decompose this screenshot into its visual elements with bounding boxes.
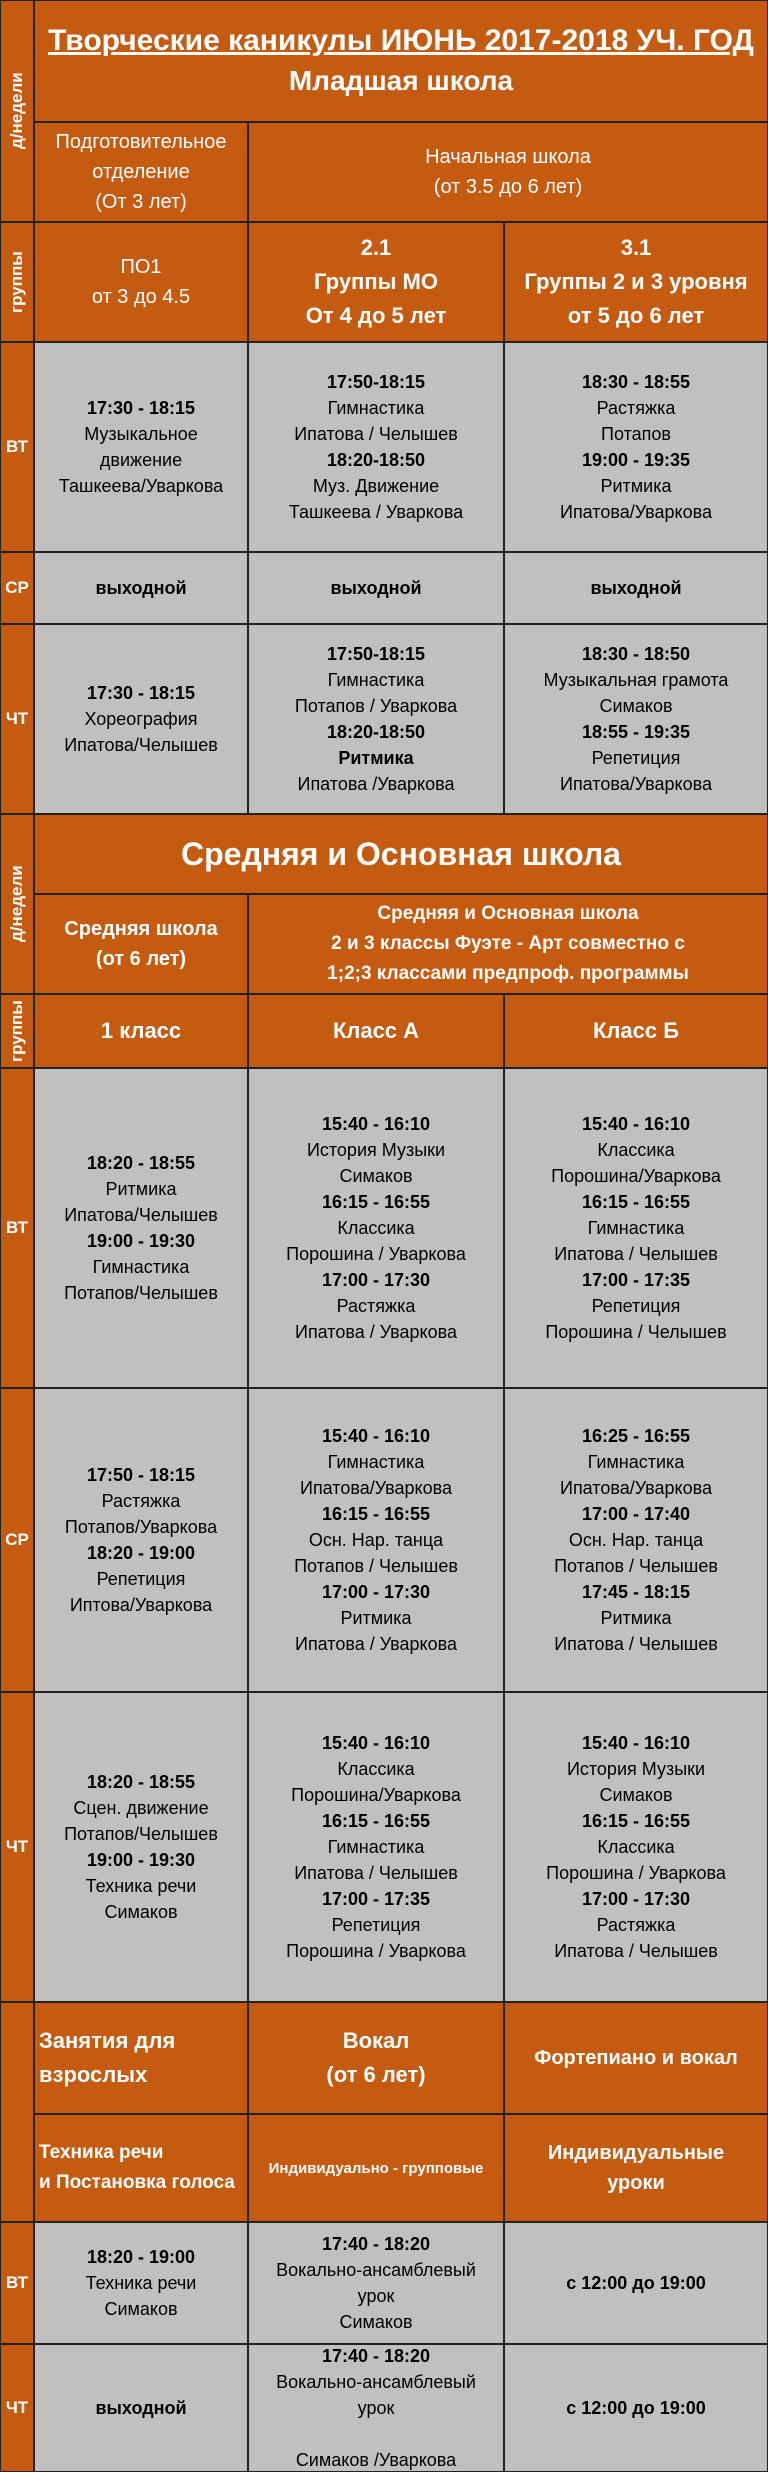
cell-line: Вокально-ансамблевый <box>276 2260 476 2280</box>
cell-line: Иптова/Уваркова <box>69 1595 213 1615</box>
cell-line: Музыкальная грамота <box>543 670 729 690</box>
junior-header-prep-l1: Подготовительное <box>55 131 227 153</box>
cell-line: Гимнастика <box>327 1452 425 1472</box>
middle-tue-col2 <box>248 1068 504 1388</box>
junior-wed-col2 <box>248 552 504 624</box>
cell-line: Потапов/Челышев <box>64 1283 218 1303</box>
time-slot: 16:15 - 16:55 <box>581 1811 691 1831</box>
extra-thu-col1 <box>34 2344 248 2472</box>
time-slot: 17:50 - 18:15 <box>86 1465 196 1485</box>
cell-line: Гимнастика <box>587 1218 685 1238</box>
time-slot: 18:30 - 18:55 <box>581 372 691 392</box>
extra-header-col3-text: Фортепиано и вокал <box>534 2047 738 2069</box>
cell-line: Гимнастика <box>587 1452 685 1472</box>
junior-header-prep <box>34 122 248 222</box>
extra-header-col1-l2: взрослых <box>39 2062 148 2087</box>
cell-line: Осн. Нар. танца <box>568 1530 704 1550</box>
junior-thu-col3 <box>504 624 768 814</box>
extra-sub-col1 <box>34 2114 248 2222</box>
cell-line: Ипатова/Уваркова <box>560 502 712 522</box>
time-slot: 15:40 - 16:10 <box>581 1733 691 1753</box>
cell-line: Гимнастика <box>92 1257 190 1277</box>
time-slot: 17:30 - 18:15 <box>86 398 196 418</box>
cell-line: Ритмика <box>105 1179 177 1199</box>
day-label: ЧТ <box>5 1837 29 1856</box>
cell-line: Гимнастика <box>327 1837 425 1857</box>
middle-group-col3 <box>504 994 768 1068</box>
junior-header-primary <box>248 122 768 222</box>
extra-header-col3 <box>504 2002 768 2114</box>
time-slot: 19:00 - 19:30 <box>86 1850 196 1870</box>
cell-line: Классика <box>597 1140 675 1160</box>
cell-line: История Музыки <box>306 1140 446 1160</box>
middle-header-col1-l2: (от 6 лет) <box>95 948 187 970</box>
extra-sub-col3-l1: Индивидуальные <box>547 2142 725 2164</box>
groups-label-text: группы <box>7 251 26 313</box>
time-slot: 18:20 - 19:00 <box>86 1543 196 1563</box>
time-slot: с 12:00 до 19:00 <box>566 2273 706 2293</box>
time-slot: 17:00 - 17:30 <box>321 1582 431 1602</box>
cell-line: Классика <box>337 1218 415 1238</box>
middle-groups-text: группы <box>7 1000 26 1062</box>
junior-thu-col1 <box>34 624 248 814</box>
time-slot: 18:30 - 18:50 <box>581 644 691 664</box>
cell-line: Растяжка <box>336 1296 416 1316</box>
middle-day-thu <box>0 1692 34 2002</box>
extra-thu-col3 <box>504 2344 768 2472</box>
time-slot: 17:00 - 17:35 <box>321 1889 431 1909</box>
junior-group-col3-l1: 3.1 <box>620 235 652 260</box>
days-per-week-text: д/недели <box>7 72 26 150</box>
cell-line: Ритмика <box>600 1608 672 1628</box>
time-slot: выходной <box>590 578 682 598</box>
day-label: ВТ <box>5 437 28 456</box>
time-slot: 16:15 - 16:55 <box>321 1504 431 1524</box>
middle-day-wed <box>0 1388 34 1692</box>
cell-line: Порошина/Уваркова <box>291 1785 461 1805</box>
cell-line: Классика <box>337 1759 415 1779</box>
cell-line: Ипатова/Челышев <box>64 1205 218 1225</box>
extra-tue-col1 <box>34 2222 248 2344</box>
middle-header-col23 <box>248 894 768 994</box>
cell-line: История Музыки <box>566 1759 706 1779</box>
cell-line: Техника речи <box>85 1876 197 1896</box>
day-label: ВТ <box>5 2273 28 2292</box>
extra-sub-col1-l1: Техника речи <box>39 2142 164 2163</box>
cell-line: Потапов / Уваркова <box>294 696 458 716</box>
extra-sub-col2 <box>248 2114 504 2222</box>
day-label: ВТ <box>5 1218 28 1237</box>
cell-line: Растяжка <box>596 398 676 418</box>
middle-groups-label <box>0 994 34 1068</box>
middle-group-col1 <box>34 994 248 1068</box>
extra-sub-col1-l2: и Постановка голоса <box>39 2172 235 2193</box>
time-slot: 16:15 - 16:55 <box>321 1192 431 1212</box>
day-label: ЧТ <box>5 709 29 728</box>
time-slot: 17:00 - 17:30 <box>321 1270 431 1290</box>
junior-tue-col2 <box>248 342 504 552</box>
middle-days-label <box>0 814 34 994</box>
cell-line: Ипатова/Уваркова <box>560 1478 712 1498</box>
time-slot: с 12:00 до 19:00 <box>566 2398 706 2418</box>
extra-sub-col3-l2: уроки <box>607 2172 665 2194</box>
junior-thu-col2 <box>248 624 504 814</box>
extra-blank-top <box>0 2002 34 2222</box>
cell-line: Ипатова/Челышев <box>64 735 218 755</box>
time-slot: 17:50-18:15 <box>326 372 426 392</box>
cell-line: Ипатова / Челышев <box>554 1244 718 1264</box>
cell-line: Вокально-ансамблевый <box>276 2372 476 2392</box>
cell-line: Репетиция <box>591 1296 681 1316</box>
middle-group-col1-text: 1 класс <box>100 1018 182 1043</box>
cell-line: Ипатова /Уваркова <box>297 774 455 794</box>
time-slot: 18:55 - 19:35 <box>581 722 691 742</box>
junior-day-thu <box>0 624 34 814</box>
middle-title <box>34 814 768 894</box>
cell-line: движение <box>99 450 183 470</box>
junior-group-col3 <box>504 222 768 342</box>
cell-line: Ташкеева / Уваркова <box>288 502 464 522</box>
middle-header-col1-l1: Средняя школа <box>64 918 218 940</box>
junior-group-col1-l2: от 3 до 4.5 <box>91 286 191 308</box>
junior-group-col2-l3: От 4 до 5 лет <box>305 303 447 328</box>
cell-line: Потапов/Челышев <box>64 1824 218 1844</box>
time-slot: 17:45 - 18:15 <box>581 1582 691 1602</box>
cell-line <box>373 2421 378 2447</box>
cell-line: Ипатова / Челышев <box>554 1634 718 1654</box>
extra-tue-col2 <box>248 2222 504 2344</box>
middle-wed-col3 <box>504 1388 768 1692</box>
time-slot: 16:15 - 16:55 <box>321 1811 431 1831</box>
cell-line: Классика <box>597 1837 675 1857</box>
middle-header-col23-l1: Средняя и Основная школа <box>377 903 639 924</box>
extra-day-tue <box>0 2222 34 2344</box>
middle-wed-col1 <box>34 1388 248 1692</box>
cell-line: Симаков <box>599 696 673 716</box>
cell-line: Репетиция <box>96 1569 186 1589</box>
junior-tue-col3 <box>504 342 768 552</box>
junior-day-wed <box>0 552 34 624</box>
time-slot: Ритмика <box>338 748 414 768</box>
cell-line: Порошина / Челышев <box>545 1322 727 1342</box>
time-slot: 15:40 - 16:10 <box>581 1114 691 1134</box>
cell-line: Ипатова / Уваркова <box>295 1322 457 1342</box>
cell-line: Порошина / Уваркова <box>286 1941 466 1961</box>
title-line1: Творческие каникулы ИЮНЬ 2017-2018 УЧ. ГОД <box>48 24 754 57</box>
cell-line: Ритмика <box>340 1608 412 1628</box>
time-slot: 19:00 - 19:30 <box>86 1231 196 1251</box>
cell-line: Симаков /Уваркова <box>295 2450 457 2470</box>
extra-sub-col2-text: Индивидуально - групповые <box>268 2159 484 2177</box>
time-slot: 18:20 - 18:55 <box>86 1153 196 1173</box>
time-slot: выходной <box>95 578 187 598</box>
middle-group-col3-text: Класс Б <box>592 1018 680 1043</box>
time-slot: 18:20 - 19:00 <box>86 2247 196 2267</box>
time-slot: 17:50-18:15 <box>326 644 426 664</box>
junior-wed-col3 <box>504 552 768 624</box>
cell-line: Сцен. движение <box>73 1798 209 1818</box>
junior-header-primary-l1: Начальная школа <box>425 146 591 168</box>
cell-line: Порошина / Уваркова <box>286 1244 466 1264</box>
junior-group-col1 <box>34 222 248 342</box>
extra-day-thu <box>0 2344 34 2472</box>
time-slot: 18:20 - 18:55 <box>86 1772 196 1792</box>
cell-line: Муз. Движение <box>312 476 440 496</box>
title-block <box>34 0 768 122</box>
cell-line: Симаков <box>599 1785 673 1805</box>
extra-header-col1 <box>34 2002 248 2114</box>
cell-line: Симаков <box>104 2299 178 2319</box>
cell-line: урок <box>357 2398 395 2418</box>
junior-group-col3-l2: Группы 2 и 3 уровня <box>524 269 748 294</box>
cell-line: Растяжка <box>101 1491 181 1511</box>
time-slot: 16:15 - 16:55 <box>581 1192 691 1212</box>
time-slot: 19:00 - 19:35 <box>581 450 691 470</box>
middle-tue-col3 <box>504 1068 768 1388</box>
time-slot: выходной <box>330 578 422 598</box>
cell-line: урок <box>357 2286 395 2306</box>
time-slot: 17:00 - 17:40 <box>581 1504 691 1524</box>
extra-header-col2-l2: (от 6 лет) <box>326 2062 426 2087</box>
day-label: СР <box>5 578 29 597</box>
middle-header-col23-l3: 1;2;3 классами предпроф. программы <box>327 963 689 984</box>
cell-line: Музыкальное <box>84 424 198 444</box>
junior-wed-col1 <box>34 552 248 624</box>
extra-sub-col3 <box>504 2114 768 2222</box>
extra-thu-col2 <box>248 2344 504 2472</box>
time-slot: 17:00 - 17:35 <box>581 1270 691 1290</box>
time-slot: выходной <box>95 2398 187 2418</box>
cell-line: Порошина / Уваркова <box>546 1863 726 1883</box>
cell-line: Симаков <box>339 1166 413 1186</box>
cell-line: Потапов <box>601 424 671 444</box>
cell-line: Потапов / Челышев <box>554 1556 718 1576</box>
junior-header-prep-l2: отделение <box>92 161 190 183</box>
day-label: СР <box>5 1530 29 1549</box>
cell-line: Симаков <box>104 1902 178 1922</box>
time-slot: 18:20-18:50 <box>326 722 426 742</box>
junior-group-col2-l1: 2.1 <box>360 235 392 260</box>
extra-tue-col3 <box>504 2222 768 2344</box>
cell-line: Ипатова/Уваркова <box>560 774 712 794</box>
middle-days-text: д/недели <box>7 865 26 943</box>
cell-line: Ипатова / Уваркова <box>295 1634 457 1654</box>
cell-line: Техника речи <box>85 2273 197 2293</box>
middle-header-col1 <box>34 894 248 994</box>
groups-label <box>0 222 34 342</box>
day-label: ЧТ <box>5 2398 29 2417</box>
title-line2: Младшая школа <box>288 65 514 96</box>
cell-line: Потапов/Уваркова <box>64 1517 218 1537</box>
middle-tue-col1 <box>34 1068 248 1388</box>
junior-group-col1-l1: ПО1 <box>120 256 162 278</box>
cell-line: Ипатова / Челышев <box>294 1863 458 1883</box>
extra-header-col2 <box>248 2002 504 2114</box>
cell-line: Ипатова / Челышев <box>554 1941 718 1961</box>
middle-day-tue <box>0 1068 34 1388</box>
extra-header-col2-l1: Вокал <box>342 2028 410 2053</box>
cell-line: Растяжка <box>596 1915 676 1935</box>
extra-header-col1-l1: Занятия для <box>39 2028 176 2053</box>
middle-group-col2-text: Класс А <box>332 1018 420 1043</box>
days-per-week-label <box>0 0 34 222</box>
middle-thu-col2 <box>248 1692 504 2002</box>
junior-header-prep-l3: (От 3 лет) <box>95 191 187 213</box>
time-slot: 17:00 - 17:30 <box>581 1889 691 1909</box>
cell-line: Хореография <box>84 709 198 729</box>
cell-line: Ипатова/Уваркова <box>300 1478 452 1498</box>
junior-group-col2 <box>248 222 504 342</box>
time-slot: 17:40 - 18:20 <box>321 2234 431 2254</box>
middle-title-text: Средняя и Основная школа <box>181 835 621 872</box>
middle-header-col23-l2: 2 и 3 классы Фуэте - Арт совместно с <box>331 933 685 954</box>
junior-tue-col1 <box>34 342 248 552</box>
cell-line: Репетиция <box>331 1915 421 1935</box>
junior-day-tue <box>0 342 34 552</box>
cell-line: Ритмика <box>600 476 672 496</box>
time-slot: 15:40 - 16:10 <box>321 1733 431 1753</box>
junior-header-primary-l2: (от 3.5 до 6 лет) <box>433 176 583 198</box>
cell-line: Гимнастика <box>327 670 425 690</box>
cell-line: Гимнастика <box>327 398 425 418</box>
time-slot: 17:40 - 18:20 <box>321 2346 431 2366</box>
cell-line: Порошина/Уваркова <box>551 1166 721 1186</box>
cell-line: Ташкеева/Уваркова <box>58 476 224 496</box>
cell-line: Потапов / Челышев <box>294 1556 458 1576</box>
junior-group-col3-l3: от 5 до 6 лет <box>567 303 705 328</box>
time-slot: 15:40 - 16:10 <box>321 1426 431 1446</box>
cell-line: Осн. Нар. танца <box>308 1530 444 1550</box>
middle-group-col2 <box>248 994 504 1068</box>
middle-thu-col3 <box>504 1692 768 2002</box>
time-slot: 16:25 - 16:55 <box>581 1426 691 1446</box>
cell-line: Симаков <box>339 2312 413 2332</box>
middle-wed-col2 <box>248 1388 504 1692</box>
junior-group-col2-l2: Группы МО <box>314 269 438 294</box>
time-slot: 15:40 - 16:10 <box>321 1114 431 1134</box>
cell-line: Ипатова / Челышев <box>294 424 458 444</box>
time-slot: 18:20-18:50 <box>326 450 426 470</box>
cell-line: Репетиция <box>591 748 681 768</box>
middle-thu-col1 <box>34 1692 248 2002</box>
time-slot: 17:30 - 18:15 <box>86 683 196 703</box>
